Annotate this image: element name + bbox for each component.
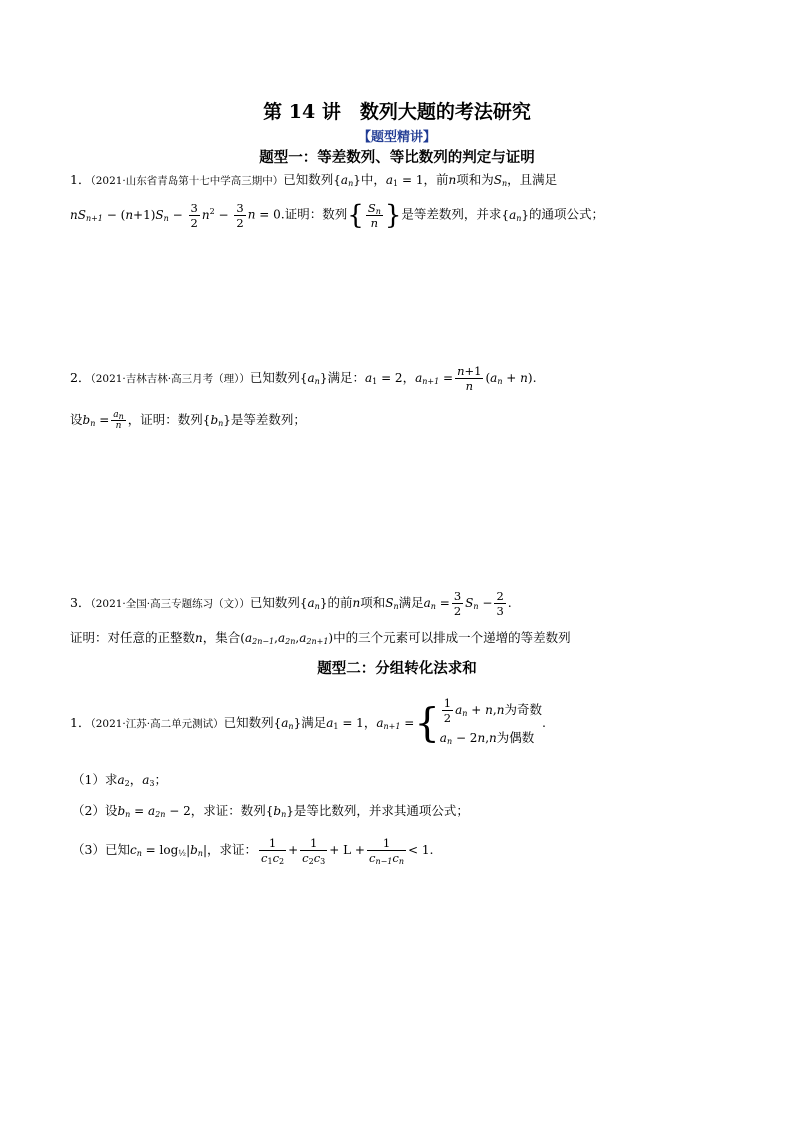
question-source: （2021·江苏·高二单元测试） bbox=[90, 718, 224, 730]
math-equation: $nS_{n+1} - (n+1)S_n$ − bbox=[70, 207, 183, 223]
section-heading-2: 题型二：分组转化法求和 bbox=[317, 660, 477, 677]
question-number: 1． bbox=[70, 172, 91, 187]
question-number: 3． bbox=[70, 595, 91, 610]
question-source: （2021·全国·高三专题练习（文）） bbox=[90, 598, 250, 610]
section-2-question-1-part-2: （2）设$b_n = a_{2n} - 2$，求证：数列$\{b_n\}$是等比数列，并求其通项公式； bbox=[72, 803, 469, 819]
question-2-line-2: 设$b_n$ = $\frac{a_n}{n}$ ，证明：数列$\{b_n\}$是等差数列； bbox=[70, 410, 306, 431]
math-expression: $a_1 = 1$ bbox=[385, 173, 424, 188]
page-title: 第 14 讲 数列大题的考法研究 bbox=[263, 101, 531, 123]
question-3-line-1: 3．（2021·全国·高三专题练习（文））已知数列$\{a_n\}$的前n项和$S_n$满足$a_n$ = $\frac{3}{2}$ $S_n$ − $\frac{2}{3}$ . bbox=[70, 589, 512, 618]
question-2-line-1: 2．（2021·吉林吉林·高三月考（理））已知数列$\{a_n\}$满足：$a_1 = 2$，$a_{n+1}$ = $\frac{n+1}{n}$ $(a_n + n)$. bbox=[70, 364, 537, 393]
section-heading-1: 题型一：等差数列、等比数列的判定与证明 bbox=[259, 149, 535, 166]
section-2-question-1-line-1: 1．（2021·江苏·高二单元测试）已知数列$\{a_n\}$满足$a_1 = 1$，$a_{n+1}$ ={ $\frac{1}{2}$ $a_n + n,n$为奇数 $a_n - 2n,n$为偶数 . bbox=[70, 696, 546, 751]
question-number: 1． bbox=[70, 715, 91, 730]
piecewise-cases: $\frac{1}{2}$ $a_n + n,n$为奇数 $a_n - 2n,n$为偶数 bbox=[439, 696, 542, 746]
question-source: （2021·吉林吉林·高三月考（理）） bbox=[90, 373, 250, 385]
question-number: 2． bbox=[70, 370, 91, 385]
math-expression: $\{a_n\}$ bbox=[333, 173, 361, 188]
page-subtitle: 【题型精讲】 bbox=[357, 130, 436, 145]
question-3-line-2: 证明：对任意的正整数n，集合$(a_{2n-1},a_{2n},a_{2n+1})$中的三个元素可以排成一个递增的等差数列 bbox=[70, 630, 571, 646]
question-1-line-2: $nS_{n+1} - (n+1)S_n$ − $\frac{3}{2}$ $n^2$ − $\frac{3}{2}$ n = 0.证明：数列{ $\frac{S_n}{n}$ }是等差数列，并求$\{a_n\}$的通项公式； bbox=[70, 200, 605, 230]
question-1-line-1: 1．（2021·山东省青岛第十七中学高三期中）已知数列$\{a_n\}$中，$a_1 = 1$，前n项和为$S_n$，且满足 bbox=[70, 172, 558, 188]
section-2-question-1-part-1: （1）求$a_2$，$a_3$； bbox=[72, 772, 167, 788]
section-2-question-1-part-3: （3）已知$c_n = \log_{\frac{1}{2}}|b_n|$，求证： $\frac{1}{c_1c_2}$ + $\frac{1}{c_2c_3}$ + L + $\frac{1}{c_{n-1}c_n}$ < 1. bbox=[72, 836, 434, 866]
question-source: （2021·山东省青岛第十七中学高三期中） bbox=[90, 175, 284, 187]
